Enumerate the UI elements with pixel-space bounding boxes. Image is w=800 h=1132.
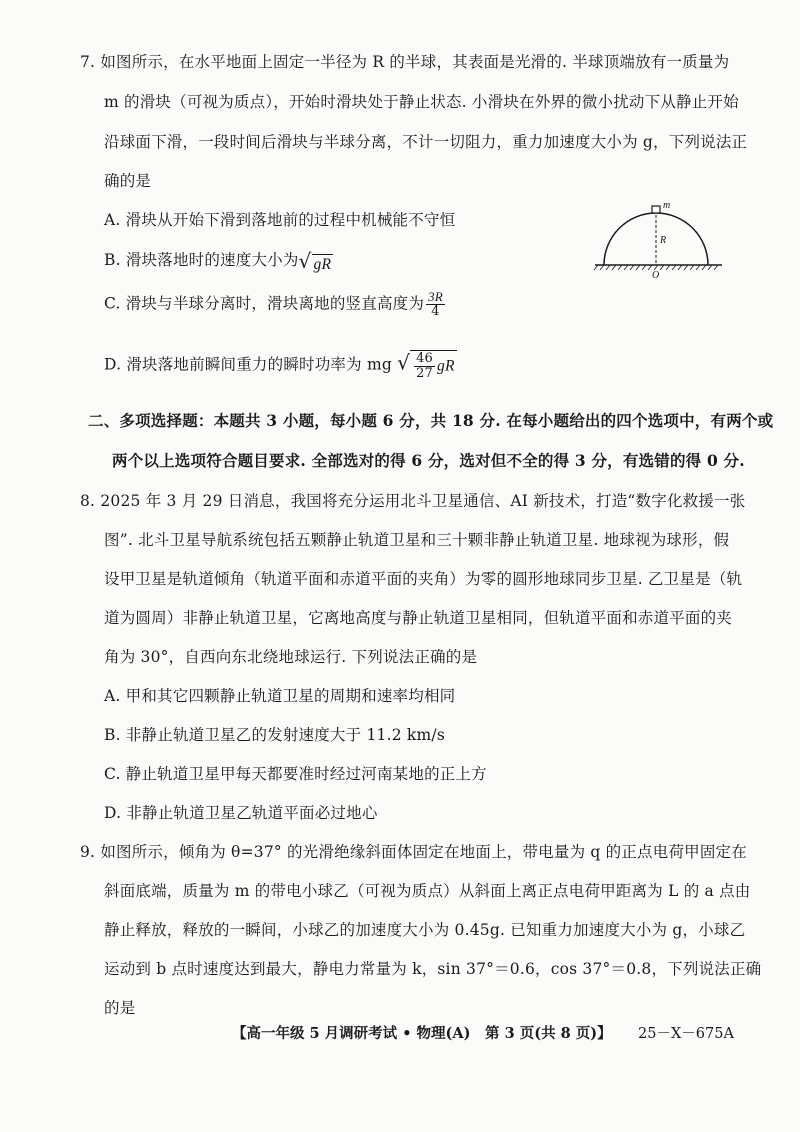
hemisphere-figure bbox=[590, 195, 730, 285]
q8-option-a: A. 甲和其它四颗静止轨道卫星的周期和速率均相同 bbox=[104, 687, 456, 705]
q7-option-c-numerator: 3R bbox=[428, 289, 443, 304]
q8-stem-line-5: 角为 30°，自西向东北绕地球运行. 下列说法正确的是 bbox=[104, 648, 478, 666]
q7-option-d-denominator: 27 bbox=[416, 366, 434, 381]
section-2-heading-line-1: 二、多项选择题：本题共 3 小题，每小题 6 分，共 18 分. 在每小题给出的四个选项中，有两个或 bbox=[88, 411, 774, 430]
q7-option-d-text: D. 滑块落地前瞬间重力的瞬时功率为 mg bbox=[104, 355, 392, 374]
section-2-heading-line-2: 两个以上选项符合题目要求. 全部选对的得 6 分，选对但不全的得 3 分，有选错的得 0 分. bbox=[112, 451, 745, 470]
label-m: m bbox=[663, 200, 671, 211]
q8-option-b: B. 非静止轨道卫星乙的发射速度大于 11.2 km/s bbox=[104, 726, 445, 744]
q9-stem-line-4: 运动到 b 点时速度达到最大，静电力常量为 k，sin 37°＝0.6，cos 37°＝0.8，下列说法正确 bbox=[104, 960, 762, 978]
label-R: R bbox=[660, 235, 667, 246]
q7-option-d-tail: gR bbox=[437, 357, 455, 375]
q8-stem-line-1: 8. 2025 年 3 月 29 日消息，我国将充分运用北斗卫星通信、AI 新技术，打造“数字化救援一张 bbox=[80, 492, 746, 510]
q7-stem-line-1: 7. 如图所示，在水平地面上固定一半径为 R 的半球，其表面是光滑的. 半球顶端放有一质量为 bbox=[80, 53, 730, 71]
footer-paper-code: 25－X－675A bbox=[638, 1026, 734, 1042]
q7-stem-line-3: 沿球面下滑，一段时间后滑块与半球分离，不计一切阻力，重力加速度大小为 g，下列说法正 bbox=[104, 133, 748, 151]
label-O: O bbox=[652, 270, 660, 281]
q7-option-c-text: C. 滑块与半球分离时，滑块离地的竖直高度为 bbox=[104, 294, 425, 313]
q7-option-c-fraction bbox=[426, 290, 445, 319]
q7-option-b-radicand: gR bbox=[313, 255, 332, 273]
q9-stem-line-5: 的是 bbox=[104, 999, 136, 1017]
slider-block bbox=[652, 206, 660, 213]
q7-option-c-denominator: 4 bbox=[431, 304, 440, 319]
q7-stem-line-4: 确的是 bbox=[104, 172, 152, 190]
q8-stem-line-4: 道为圆周）非静止轨道卫星，它离地高度与静止轨道卫星相同，但轨道平面和赤道平面的夹 bbox=[104, 609, 733, 627]
q8-stem-line-2: 图”. 北斗卫星导航系统包括五颗静止轨道卫星和三十颗非静止轨道卫星. 地球视为球形，假 bbox=[104, 531, 730, 549]
q7-stem-line-2: m 的滑块（可视为质点），开始时滑块处于静止状态. 小滑块在外界的微小扰动下从静止开始 bbox=[104, 93, 739, 111]
q7-option-d bbox=[104, 350, 457, 381]
q7-option-b-sqrt: √ gR bbox=[298, 248, 332, 273]
q7-option-b-text: B. 滑块落地时的速度大小为 bbox=[104, 251, 299, 269]
q9-stem-line-1: 9. 如图所示，倾角为 θ=37° 的光滑绝缘斜面体固定在地面上，带电量为 q 的正点电荷甲固定在 bbox=[80, 843, 747, 861]
q7-option-d-sqrt: √ $\frac{46}{27}$ gR bbox=[397, 350, 455, 381]
q7-option-d-numerator: 46 bbox=[416, 351, 434, 366]
q9-stem-line-3: 静止释放，释放的一瞬间，小球乙的加速度大小为 0.45g. 已知重力加速度大小为 g，小球乙 bbox=[104, 921, 746, 939]
q7-option-d-radicand bbox=[410, 350, 457, 381]
q7-option-a: A. 滑块从开始下滑到落地前的过程中机械能不守恒 bbox=[104, 211, 456, 229]
q7-option-c bbox=[104, 290, 447, 319]
q7-option-b bbox=[104, 248, 333, 274]
footer-exam-info: 【高一年级 5 月调研考试 • 物理(A) 第 3 页(共 8 页)】 bbox=[232, 1025, 612, 1042]
q9-stem-line-2: 斜面底端，质量为 m 的带电小球乙（可视为质点）从斜面上离正点电荷甲距离为 L 的 a 点由 bbox=[104, 882, 751, 900]
q7-option-d-fraction bbox=[414, 352, 435, 381]
q8-option-c: C. 静止轨道卫星甲每天都要准时经过河南某地的正上方 bbox=[104, 765, 487, 783]
q8-stem-line-3: 设甲卫星是轨道倾角（轨道平面和赤道平面的夹角）为零的圆形地球同步卫星. 乙卫星是（轨 bbox=[104, 570, 743, 588]
q8-option-d: D. 非静止轨道卫星乙轨道平面必过地心 bbox=[104, 804, 378, 822]
